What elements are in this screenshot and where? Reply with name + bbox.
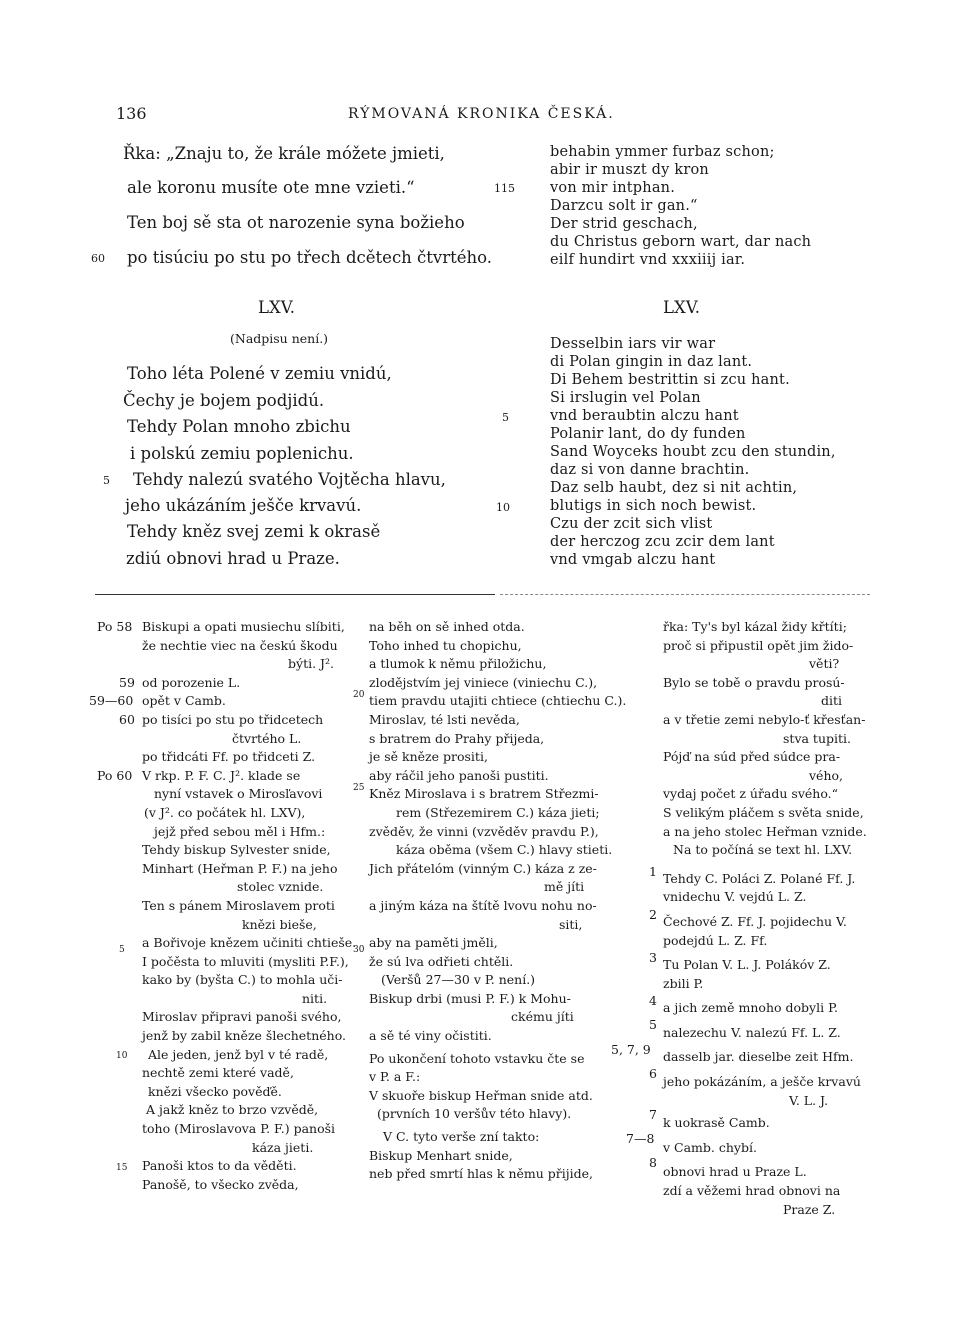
german-line: Desselbin iars vir war xyxy=(550,336,716,352)
footnote-line: Tu Polan V. L. J. Polákóv Z. xyxy=(663,957,831,973)
chapter-subtitle: (Nadpisu není.) xyxy=(230,331,329,346)
german-line: vnd vmgab alczu hant xyxy=(550,552,716,568)
czech-line: Tehdy kněz svej zemi k okrasě xyxy=(127,522,381,541)
footnote-line: V C. tyto verše zní takto: xyxy=(383,1129,540,1145)
line-number: 5 xyxy=(502,411,509,424)
footnote-line: aby ráčil jeho panoši pustiti. xyxy=(369,767,549,783)
footnote-ref: 1 xyxy=(649,864,657,879)
czech-line: Toho léta Polené v zemiu vnidú, xyxy=(127,364,392,383)
footnote-line: S velikým pláčem s světa snide, xyxy=(663,804,864,820)
footnote-ref: 59—60 xyxy=(89,693,134,708)
footnote-line: zbili P. xyxy=(663,975,704,991)
footnote-line: a jich země mnoho dobyli P. xyxy=(663,1000,838,1016)
footnote-line: věti? xyxy=(809,656,840,672)
footnote-line: nalezechu V. nalezú Ff. L. Z. xyxy=(663,1024,841,1040)
footnote-line: Jich přátelóm (vinným C.) káza z ze- xyxy=(369,860,597,876)
footnote-line: Miroslav připravi panoši svého, xyxy=(142,1009,342,1025)
footnote-column-2 xyxy=(369,618,626,1184)
chapter-title: LXV. xyxy=(663,298,700,317)
footnote-line: Čechové Z. Ff. J. pojidechu V. xyxy=(663,913,847,929)
footnote-line: čtvrtého L. xyxy=(232,730,302,746)
czech-line: i polskú zemiu poplenichu. xyxy=(130,444,354,463)
czech-line: jeho ukázáním ješče krvavú. xyxy=(125,496,362,515)
footnote-line: V. L. J. xyxy=(789,1092,829,1108)
footnote-line: mě jíti xyxy=(544,879,585,895)
footnote-line: aby na paměti jměli, xyxy=(369,935,498,951)
footnote-line: (Veršů 27—30 v P. není.) xyxy=(381,972,536,988)
footnote-line: V rkp. P. F. C. J². klade se xyxy=(142,767,301,783)
footnote-separator-dashed xyxy=(500,594,870,595)
footnote-line: na běh on sě inhed otda. xyxy=(369,619,525,634)
footnote-line: a na jeho stolec Heřman vznide. xyxy=(663,823,867,839)
footnote-line: diti xyxy=(821,693,843,709)
footnote-line: Panoši ktos to da věděti. xyxy=(142,1158,297,1174)
footnote-line: tiem pravdu utajiti chtiece (chtiechu C.). xyxy=(369,693,627,709)
german-line: vnd beraubtin alczu hant xyxy=(550,408,739,424)
footnote-line: a Bořivoje knězem učiniti chtieše. xyxy=(142,935,357,951)
footnote-line: Biskup Menhart snide, xyxy=(369,1147,513,1163)
footnote-line: nyní vstavek o Mirosľavovi xyxy=(154,786,323,802)
footnote-line: niti. xyxy=(302,990,328,1006)
footnote-line: kako by (byšta C.) to mohla uči- xyxy=(142,972,343,988)
footnote-line: opět v Camb. xyxy=(142,693,226,709)
footnote-line: knězi bieše, xyxy=(242,916,317,932)
line-number: 5 xyxy=(103,474,110,487)
german-line: Czu der zcit sich vlist xyxy=(550,516,713,532)
footnote-line: Minhart (Heřman P. F.) na jeho xyxy=(142,860,338,876)
czech-line: po tisúciu po stu po třech dcětech čtvrtého. xyxy=(127,248,493,267)
german-line: abir ir muszt dy kron xyxy=(550,162,709,178)
german-line: Der strid geschach, xyxy=(550,216,698,232)
footnote-line: Biskupi a opati musiechu slíbiti, xyxy=(142,619,345,634)
line-number: 20 xyxy=(353,690,365,700)
footnote-line: V skuoře biskup Heřman snide atd. xyxy=(369,1087,593,1103)
footnote-line: Kněz Miroslava i s bratrem Střezmi- xyxy=(369,786,599,802)
footnote-line: a tlumok k němu přiložichu, xyxy=(369,656,547,672)
footnote-line: od porozenie L. xyxy=(142,674,241,690)
footnote-line: obnovi hrad u Praze L. xyxy=(663,1164,807,1180)
footnote-line: knězi všecko pověďě. xyxy=(148,1083,282,1099)
footnote-line: řka: Ty's byl kázal židy křtíti; xyxy=(663,619,847,634)
footnote-line: Tehdy C. Poláci Z. Polané Ff. J. xyxy=(663,870,856,886)
footnote-line: stolec vznide. xyxy=(237,879,324,895)
german-line: Si irslugin vel Polan xyxy=(550,390,701,406)
footnote-line: a jiným káza na štítě lvovu nohu no- xyxy=(369,897,597,913)
footnote-line: Bylo se tobě o pravdu prosú- xyxy=(663,674,845,690)
footnote-line: toho (Miroslavova P. F.) panoši xyxy=(142,1121,336,1137)
footnote-line: po tisíci po stu po třidcetech xyxy=(142,711,324,727)
footnote-ref: 6 xyxy=(649,1066,657,1081)
footnote-line: že nechtie viec na českú škodu xyxy=(142,637,338,653)
footnote-ref: Po 58 xyxy=(97,619,133,634)
czech-line: zdiú obnovi hrad u Praze. xyxy=(126,549,340,568)
footnote-separator xyxy=(95,594,495,595)
footnote-ref: 5 xyxy=(649,1017,657,1032)
footnote-line: neb před smrtí hlas k němu přijide, xyxy=(369,1166,593,1182)
footnote-line: zvěděv, že vinni (vzvěděv pravdu P.), xyxy=(369,823,599,839)
footnote-line: dasselb jar. dieselbe zeit Hfm. xyxy=(663,1049,854,1065)
german-line: behabin ymmer furbaz schon; xyxy=(550,144,775,160)
footnote-ref: Po 60 xyxy=(97,768,133,783)
footnote-ref: 59 xyxy=(119,675,135,690)
footnote-line: nechtě zemi které vadě, xyxy=(142,1065,294,1081)
czech-line: Řka: „Znaju to, že krále móžete jmieti, xyxy=(123,144,445,163)
footnote-line: zdí a věžemi hrad obnovi na xyxy=(663,1183,841,1199)
footnote-line: káza jieti. xyxy=(252,1139,314,1155)
german-line: von mir intphan. xyxy=(550,180,676,196)
footnote-line: vnidechu V. vejdú L. Z. xyxy=(663,889,807,905)
footnote-line: vého, xyxy=(809,767,844,783)
german-line: du Christus geborn wart, dar nach xyxy=(550,234,812,250)
footnote-line: že sú lva odřieti chtěli. xyxy=(369,953,514,969)
page-number: 136 xyxy=(116,104,147,123)
footnote-ref: 3 xyxy=(649,950,657,965)
footnote-line: Ten s pánem Miroslavem proti xyxy=(142,897,335,913)
line-number: 30 xyxy=(353,945,365,955)
footnote-line: Pójď na súd před súdce pra- xyxy=(663,749,841,765)
footnote-line: podejdú L. Z. Ff. xyxy=(663,932,768,948)
czech-line: Tehdy nalezú svatého Vojtěcha hlavu, xyxy=(133,470,446,489)
line-number: 10 xyxy=(496,501,510,514)
german-line: Di Behem bestrittin si zcu hant. xyxy=(550,372,790,388)
czech-line: Čechy je bojem podjidú. xyxy=(123,391,325,410)
czech-line: Ten boj sě sta ot narozenie syna božieho xyxy=(127,213,465,232)
chapter-title: LXV. xyxy=(258,298,295,317)
footnote-line: rem (Střezemirem C.) káza jieti; xyxy=(396,804,600,820)
running-title: RÝMOVANÁ KRONIKA ČESKÁ. xyxy=(348,106,615,122)
german-line: Daz selb haubt, dez si nit achtin, xyxy=(550,480,798,496)
german-line: Sand Woyceks houbt zcu den stundin, xyxy=(550,444,836,460)
footnote-line: (v J². co počátek hl. LXV), xyxy=(144,804,306,820)
footnote-column-3 xyxy=(663,618,867,1219)
line-number: 60 xyxy=(91,252,105,265)
footnote-line: a v třetie zemi nebylo-ť křesťan- xyxy=(663,711,866,727)
line-number: 25 xyxy=(353,783,365,793)
czech-line: ale koronu musíte ote mne vzieti.“ xyxy=(127,178,415,197)
footnote-line: I počěsta to mluviti (mysliti P.F.), xyxy=(142,953,349,969)
footnote-line: Na to počíná se text hl. LXV. xyxy=(673,842,853,858)
footnote-ref: 8 xyxy=(649,1155,657,1170)
footnote-line: a sě té viny očistiti. xyxy=(369,1028,492,1044)
german-line: daz si von danne brachtin. xyxy=(550,462,750,478)
footnote-line: jeho pokázáním, a ješče krvavú xyxy=(663,1074,861,1090)
line-number: 115 xyxy=(494,182,515,195)
footnote-line: jenž by zabil kněze šlechetného. xyxy=(142,1028,346,1044)
footnote-line: stva tupiti. xyxy=(783,730,851,746)
footnote-line: k uokrasě Camb. xyxy=(663,1115,770,1131)
footnote-ref: 4 xyxy=(649,993,657,1008)
footnote-ref: 7—8 xyxy=(626,1131,655,1146)
line-number: 5 xyxy=(119,945,125,955)
footnote-ref: 60 xyxy=(119,712,135,727)
footnote-line: jejž před sebou měl i Hfm.: xyxy=(154,823,326,839)
footnote-line: s bratrem do Prahy přijeda, xyxy=(369,730,545,746)
german-line: eilf hundirt vnd xxxiiij iar. xyxy=(550,252,746,268)
footnote-line: Biskup drbi (musi P. F.) k Mohu- xyxy=(369,990,571,1006)
footnote-line: káza oběma (všem C.) hlavy stieti. xyxy=(396,842,613,858)
footnote-line: v P. a F.: xyxy=(369,1069,421,1085)
footnote-ref: 7 xyxy=(649,1107,657,1122)
german-line: Polanir lant, do dy funden xyxy=(550,426,746,442)
footnote-line: Tehdy biskup Sylvester snide, xyxy=(142,842,331,858)
german-line: blutigs in sich noch bewist. xyxy=(550,498,757,514)
footnote-line: po třidcáti Ff. po třidceti Z. xyxy=(142,749,316,765)
footnote-line: Toho inhed tu chopichu, xyxy=(369,637,522,653)
german-line: di Polan gingin in daz lant. xyxy=(550,354,753,370)
footnote-column-1 xyxy=(142,618,356,1194)
footnote-line: v Camb. chybí. xyxy=(663,1139,757,1155)
line-number: 10 xyxy=(116,1051,128,1061)
footnote-line: Po ukončení tohoto vstavku čte se xyxy=(369,1050,585,1066)
line-number: 15 xyxy=(116,1163,128,1173)
footnote-line: je sě kněze prositi, xyxy=(369,749,488,765)
czech-line: Tehdy Polan mnoho zbichu xyxy=(127,417,351,436)
footnote-line: Ale jeden, jenž byl v té radě, xyxy=(148,1046,329,1062)
footnote-ref: 5, 7, 9 xyxy=(611,1042,651,1057)
footnote-line: Miroslav, té lsti nevěda, xyxy=(369,711,520,727)
footnote-line: A jakž kněz to brzo vzvědě, xyxy=(146,1102,319,1118)
footnote-line: proč si připustil opět jim žido- xyxy=(663,637,854,653)
footnote-line: Panošě, to všecko zvěda, xyxy=(142,1176,299,1192)
german-line: der herczog zcu zcir dem lant xyxy=(550,534,775,550)
footnote-line: (prvních 10 veršův této hlavy). xyxy=(377,1106,572,1122)
footnote-line: siti, xyxy=(559,916,583,932)
footnote-line: Praze Z. xyxy=(783,1201,836,1217)
footnote-line: býti. J². xyxy=(288,656,335,672)
footnote-line: vydaj počet z úřadu svého.“ xyxy=(663,786,839,802)
footnote-line: ckému jíti xyxy=(511,1009,574,1025)
footnote-ref: 2 xyxy=(649,907,657,922)
footnote-line: zlodějstvím jej viniece (viniechu C.), xyxy=(369,674,598,690)
german-line: Darzcu solt ir gan.“ xyxy=(550,198,698,214)
